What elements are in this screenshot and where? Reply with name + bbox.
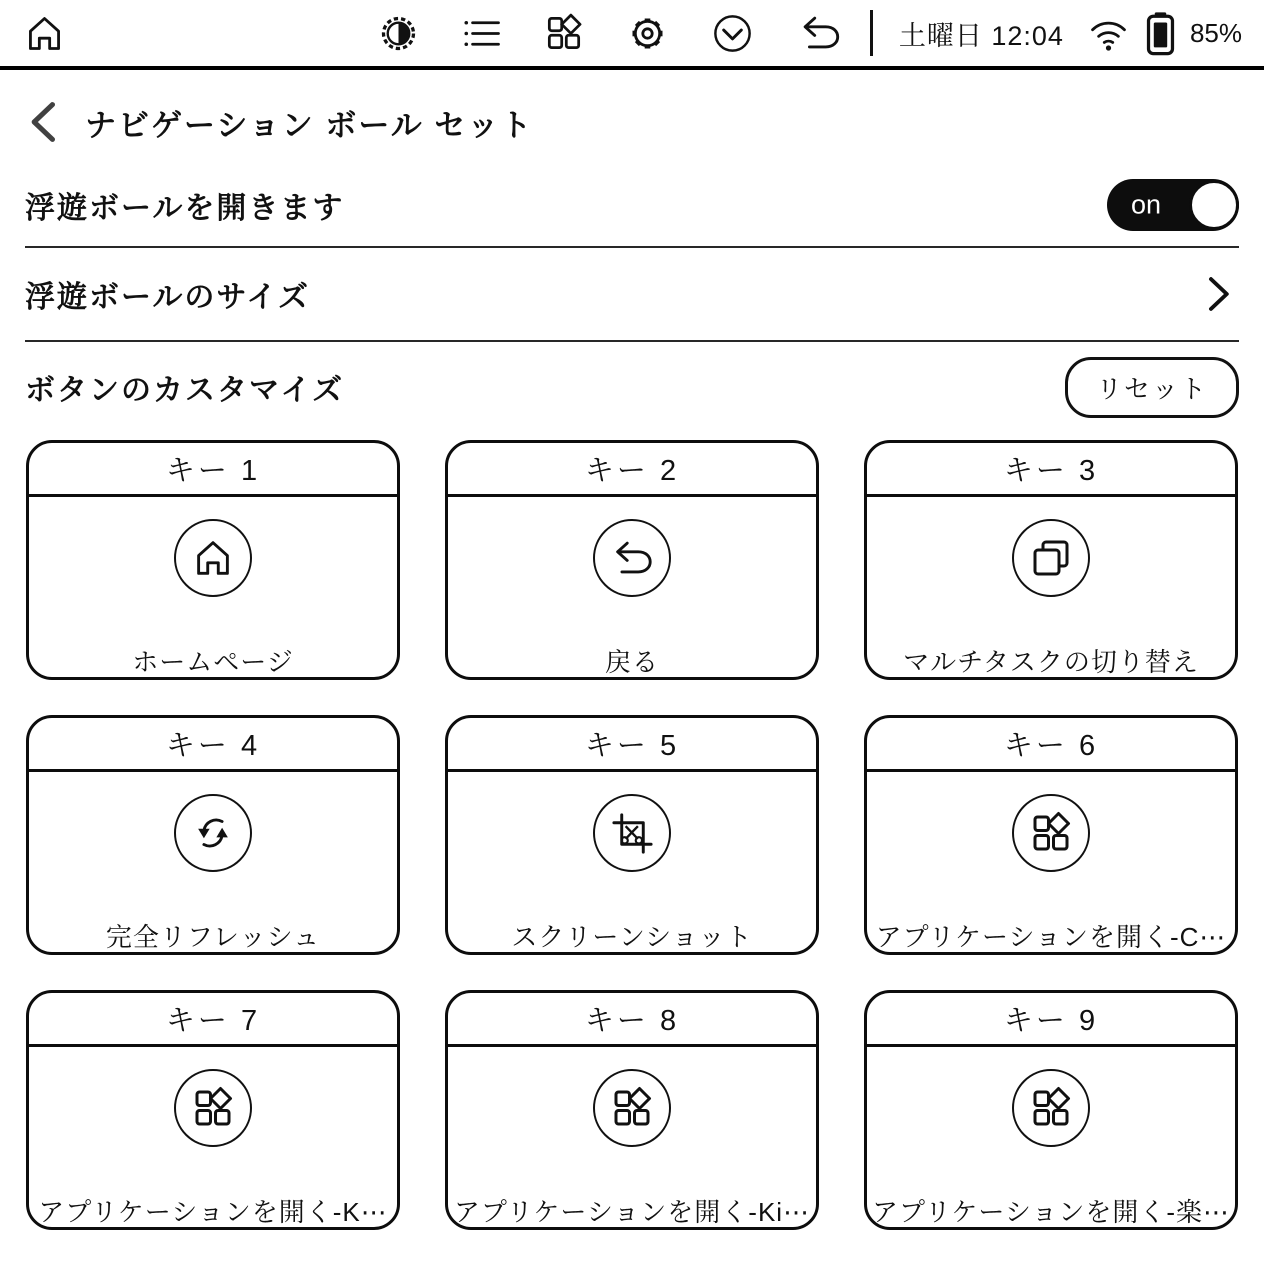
key-card-5[interactable] (445, 715, 819, 955)
page-header (0, 70, 1264, 164)
brightness-icon[interactable] (376, 11, 421, 56)
pulldown-icon[interactable] (709, 10, 756, 57)
screenshot-icon (593, 794, 671, 872)
key-card-title: キー 6 (867, 718, 1235, 772)
back-undo-icon[interactable] (795, 10, 844, 56)
key-card-label: アプリケーションを開く-K⋯ (38, 1197, 388, 1227)
key-card-8[interactable] (445, 990, 819, 1230)
apps-icon (593, 1069, 671, 1147)
refresh-icon (174, 794, 252, 872)
floating-ball-toggle[interactable] (1107, 179, 1239, 231)
reset-button[interactable]: リセット (1065, 357, 1239, 418)
key-card-9[interactable] (864, 990, 1238, 1230)
key-card-1[interactable] (26, 440, 400, 680)
key-card-title: キー 2 (448, 443, 816, 497)
key-card-title: キー 5 (448, 718, 816, 772)
button-customize-row (25, 342, 1239, 432)
floating-ball-toggle-label: 浮遊ボールを開きます (25, 192, 345, 225)
key-card-title: キー 1 (29, 443, 397, 497)
key-card-title: キー 4 (29, 718, 397, 772)
key-card-title: キー 3 (867, 443, 1235, 497)
key-card-7[interactable] (26, 990, 400, 1230)
key-card-title: キー 9 (867, 993, 1235, 1047)
settings-gear-icon[interactable] (625, 11, 670, 56)
apps-grid-icon[interactable] (542, 11, 586, 55)
back-button[interactable] (25, 96, 69, 148)
apps-icon (1012, 1069, 1090, 1147)
key-card-label: アプリケーションを開く-Ki⋯ (453, 1197, 811, 1227)
apps-icon (174, 1069, 252, 1147)
floating-ball-size-label: 浮遊ボールのサイズ (25, 281, 310, 314)
chevron-right-icon (1197, 269, 1239, 319)
key-card-label: 戻る (604, 647, 659, 677)
statusbar-day-time: 土曜日 12:04 (898, 20, 1064, 51)
floating-ball-size-row[interactable] (25, 248, 1239, 342)
key-card-label: マルチタスクの切り替え (903, 647, 1199, 677)
apps-icon (1012, 794, 1090, 872)
key-cards-grid (26, 440, 1238, 1230)
toggle-on-label: on (1131, 189, 1162, 220)
list-menu-icon[interactable] (460, 12, 503, 55)
toggle-knob[interactable] (1189, 180, 1239, 230)
button-customize-label: ボタンのカスタマイズ (25, 374, 345, 407)
key-card-3[interactable] (864, 440, 1238, 680)
key-card-6[interactable] (864, 715, 1238, 955)
floating-ball-toggle-row (25, 164, 1239, 248)
statusbar-divider (870, 10, 873, 56)
key-card-2[interactable] (445, 440, 819, 680)
status-bar (0, 0, 1264, 70)
wifi-icon (1086, 11, 1131, 56)
key-card-title: キー 7 (29, 993, 397, 1047)
key-card-label: アプリケーションを開く-C⋯ (875, 922, 1227, 952)
page-title: ナビゲーション ボール セット (85, 107, 534, 143)
multitask-icon (1012, 519, 1090, 597)
battery-icon (1145, 10, 1176, 56)
key-card-4[interactable] (26, 715, 400, 955)
home-icon[interactable] (22, 11, 67, 56)
key-card-label: アプリケーションを開く-楽⋯ (871, 1197, 1231, 1227)
key-card-label: スクリーンショット (511, 922, 753, 952)
battery-percent: 85% (1189, 17, 1242, 48)
home-icon (174, 519, 252, 597)
key-card-label: ホームページ (132, 647, 294, 677)
key-card-label: 完全リフレッシュ (105, 922, 321, 952)
undo-icon (593, 519, 671, 597)
key-card-title: キー 8 (448, 993, 816, 1047)
